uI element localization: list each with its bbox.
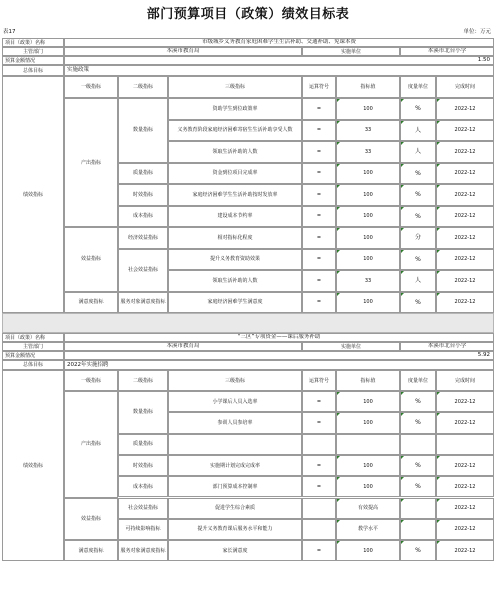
indicator-unit: % bbox=[400, 455, 436, 476]
indicator-lvl2: 经济效益指标 bbox=[118, 227, 168, 249]
col-header-lvl1: 一级指标 bbox=[64, 370, 118, 391]
indicator-target: 100 bbox=[336, 206, 400, 228]
indicator-lvl2: 服务对象满意度指标 bbox=[118, 540, 168, 561]
comment-marker-icon bbox=[401, 520, 404, 523]
indicator-deadline: 2022-12 bbox=[436, 249, 494, 271]
indicator-section-label: 绩效指标 bbox=[2, 370, 64, 561]
indicator-deadline: 2022-12 bbox=[436, 292, 494, 314]
indicator-lvl1: 满意度指标 bbox=[64, 540, 118, 561]
indicator-name: 实施期计划完成完成率 bbox=[168, 455, 302, 476]
indicator-operator: = bbox=[302, 455, 336, 476]
comment-marker-icon bbox=[337, 392, 340, 395]
indicator-deadline: 2022-12 bbox=[436, 476, 494, 497]
indicator-deadline: 2022-12 bbox=[436, 270, 494, 292]
funds-label: 预算金额情况 bbox=[2, 56, 64, 65]
comment-marker-icon bbox=[401, 456, 404, 459]
col-header-lvl2: 二级指标 bbox=[118, 370, 168, 391]
indicator-operator: = bbox=[302, 412, 336, 433]
comment-marker-icon bbox=[401, 413, 404, 416]
indicator-name: 建设成本节约率 bbox=[168, 206, 302, 228]
comment-marker-icon bbox=[437, 477, 440, 480]
indicator-target: 100 bbox=[336, 540, 400, 561]
comment-marker-icon bbox=[337, 541, 340, 544]
comment-marker-icon bbox=[437, 293, 440, 296]
comment-marker-icon bbox=[437, 207, 440, 210]
comment-marker-icon bbox=[337, 228, 340, 231]
indicator-name: 家庭经济困难学生满意度 bbox=[168, 292, 302, 314]
indicator-name: 领取生活补助的人数 bbox=[168, 141, 302, 163]
indicator-unit: 分 bbox=[400, 227, 436, 249]
indicator-lvl1: 满意度指标 bbox=[64, 292, 118, 314]
indicator-deadline: 2022-12 bbox=[436, 540, 494, 561]
project-name-label: 项目（政策）名称 bbox=[2, 333, 64, 342]
indicator-unit: % bbox=[400, 184, 436, 206]
comment-marker-icon bbox=[401, 541, 404, 544]
indicator-unit: % bbox=[400, 206, 436, 228]
indicator-operator: = bbox=[302, 163, 336, 185]
indicator-lvl2: 成本指标 bbox=[118, 206, 168, 228]
indicator-lvl2: 时效指标 bbox=[118, 184, 168, 206]
spacer-row bbox=[2, 313, 494, 333]
dept-value: 本溪市教育局 bbox=[64, 342, 302, 351]
indicator-target: 100 bbox=[336, 292, 400, 314]
indicator-operator: = bbox=[302, 391, 336, 412]
indicator-target: 33 bbox=[336, 141, 400, 163]
comment-marker-icon bbox=[437, 250, 440, 253]
col-header-measure: 度量单位 bbox=[400, 370, 436, 391]
indicator-unit: % bbox=[400, 391, 436, 412]
comment-marker-icon bbox=[401, 392, 404, 395]
indicator-target: 100 bbox=[336, 98, 400, 120]
overall-goal-value: 2022年实施招聘 bbox=[64, 360, 494, 370]
indicator-deadline: 2022-12 bbox=[436, 184, 494, 206]
indicator-deadline: 2022-12 bbox=[436, 391, 494, 412]
indicator-name bbox=[168, 434, 302, 455]
indicator-name: 家庭经济困难学生生活补助按时发放率 bbox=[168, 184, 302, 206]
indicator-operator: = bbox=[302, 206, 336, 228]
comment-marker-icon bbox=[437, 541, 440, 544]
comment-marker-icon bbox=[401, 499, 404, 502]
indicator-lvl2: 社会效益指标 bbox=[118, 498, 168, 519]
dept-label: 主管部门 bbox=[2, 47, 64, 56]
indicator-target: 100 bbox=[336, 476, 400, 497]
indicator-deadline: 2022-12 bbox=[436, 455, 494, 476]
unit-label: 单位：万元 bbox=[463, 29, 491, 35]
comment-marker-icon bbox=[401, 477, 404, 480]
funds-label: 预算金额情况 bbox=[2, 351, 64, 360]
indicator-operator bbox=[302, 498, 336, 519]
indicator-unit bbox=[400, 434, 436, 455]
dept-value: 本溪市教育局 bbox=[64, 47, 302, 56]
comment-marker-icon bbox=[401, 271, 404, 274]
table-code: 表17 bbox=[3, 29, 16, 35]
comment-marker-icon bbox=[437, 228, 440, 231]
indicator-name: 小学课后人员入选率 bbox=[168, 391, 302, 412]
indicator-target: 100 bbox=[336, 227, 400, 249]
indicator-deadline: 2022-12 bbox=[436, 412, 494, 433]
indicator-target: 100 bbox=[336, 412, 400, 433]
col-header-operator: 运算符号 bbox=[302, 76, 336, 98]
indicator-target: 100 bbox=[336, 391, 400, 412]
comment-marker-icon bbox=[437, 520, 440, 523]
comment-marker-icon bbox=[337, 520, 340, 523]
impl-unit-label: 实施单位 bbox=[302, 47, 400, 56]
comment-marker-icon bbox=[437, 164, 440, 167]
indicator-target: 100 bbox=[336, 249, 400, 271]
indicator-lvl2: 可持续影响指标 bbox=[118, 519, 168, 540]
col-header-operator: 运算符号 bbox=[302, 370, 336, 391]
indicator-target: 有效提高 bbox=[336, 498, 400, 519]
indicator-target: 100 bbox=[336, 455, 400, 476]
comment-marker-icon bbox=[437, 99, 440, 102]
indicator-operator bbox=[302, 519, 336, 540]
comment-marker-icon bbox=[401, 142, 404, 145]
indicator-unit: % bbox=[400, 163, 436, 185]
comment-marker-icon bbox=[437, 392, 440, 395]
indicator-name: 义务教育阶段家庭经济困难寄宿生生活补助享受人数 bbox=[168, 120, 302, 142]
indicator-lvl1: 产出指标 bbox=[64, 391, 118, 498]
indicator-lvl2: 数量指标 bbox=[118, 391, 168, 434]
indicator-lvl2: 服务对象满意度指标 bbox=[118, 292, 168, 314]
comment-marker-icon bbox=[337, 499, 340, 502]
comment-marker-icon bbox=[337, 250, 340, 253]
overall-goal-label: 总体目标 bbox=[2, 360, 64, 370]
comment-marker-icon bbox=[401, 250, 404, 253]
comment-marker-icon bbox=[337, 121, 340, 124]
indicator-deadline: 2022-12 bbox=[436, 163, 494, 185]
indicator-lvl2: 质量指标 bbox=[118, 163, 168, 185]
comment-marker-icon bbox=[337, 271, 340, 274]
comment-marker-icon bbox=[337, 142, 340, 145]
indicator-name: 部门预算成本控制率 bbox=[168, 476, 302, 497]
comment-marker-icon bbox=[337, 477, 340, 480]
comment-marker-icon bbox=[401, 185, 404, 188]
comment-marker-icon bbox=[337, 456, 340, 459]
indicator-name: 促进学生综合素质 bbox=[168, 498, 302, 519]
comment-marker-icon bbox=[437, 185, 440, 188]
col-header-lvl1: 一级指标 bbox=[64, 76, 118, 98]
overall-goal-value: 实施政策 bbox=[64, 65, 494, 76]
indicator-operator bbox=[302, 434, 336, 455]
indicator-operator: = bbox=[302, 540, 336, 561]
indicator-unit: % bbox=[400, 98, 436, 120]
indicator-lvl2: 成本指标 bbox=[118, 476, 168, 497]
col-header-deadline: 完成时间 bbox=[436, 76, 494, 98]
indicator-name: 资金到位项目完成率 bbox=[168, 163, 302, 185]
comment-marker-icon bbox=[337, 164, 340, 167]
indicator-deadline bbox=[436, 434, 494, 455]
comment-marker-icon bbox=[437, 456, 440, 459]
indicator-name: 资助学生到位政策率 bbox=[168, 98, 302, 120]
comment-marker-icon bbox=[337, 185, 340, 188]
indicator-operator: = bbox=[302, 98, 336, 120]
indicator-lvl2: 时效指标 bbox=[118, 455, 168, 476]
indicator-deadline: 2022-12 bbox=[436, 98, 494, 120]
indicator-target: 33 bbox=[336, 120, 400, 142]
indicator-unit: 人 bbox=[400, 120, 436, 142]
comment-marker-icon bbox=[401, 99, 404, 102]
indicator-name: 相对指标化程度 bbox=[168, 227, 302, 249]
page-title: 部门预算项目（政策）绩效目标表 bbox=[146, 7, 350, 22]
col-header-measure: 度量单位 bbox=[400, 76, 436, 98]
comment-marker-icon bbox=[437, 499, 440, 502]
indicator-unit: % bbox=[400, 292, 436, 314]
indicator-lvl2: 社会效益指标 bbox=[118, 249, 168, 292]
indicator-target: 33 bbox=[336, 270, 400, 292]
indicator-unit bbox=[400, 498, 436, 519]
comment-marker-icon bbox=[337, 207, 340, 210]
comment-marker-icon bbox=[437, 142, 440, 145]
col-header-target: 指标值 bbox=[336, 370, 400, 391]
indicator-lvl1: 产出指标 bbox=[64, 98, 118, 227]
indicator-deadline: 2022-12 bbox=[436, 519, 494, 540]
indicator-target bbox=[336, 434, 400, 455]
indicator-unit: % bbox=[400, 412, 436, 433]
overall-goal-label: 总体目标 bbox=[2, 65, 64, 76]
comment-marker-icon bbox=[337, 413, 340, 416]
project-name-label: 项目（政策）名称 bbox=[2, 38, 64, 47]
comment-marker-icon bbox=[401, 164, 404, 167]
comment-marker-icon bbox=[337, 293, 340, 296]
indicator-unit: % bbox=[400, 476, 436, 497]
impl-unit-value: 本溪市北台小学 bbox=[400, 342, 494, 351]
indicator-name: 参训人员参培率 bbox=[168, 412, 302, 433]
col-header-deadline: 完成时间 bbox=[436, 370, 494, 391]
indicator-operator: = bbox=[302, 184, 336, 206]
indicator-unit: % bbox=[400, 540, 436, 561]
comment-marker-icon bbox=[401, 121, 404, 124]
comment-marker-icon bbox=[401, 228, 404, 231]
indicator-operator: = bbox=[302, 270, 336, 292]
col-header-lvl3: 三级指标 bbox=[168, 76, 302, 98]
comment-marker-icon bbox=[401, 207, 404, 210]
indicator-lvl2: 数量指标 bbox=[118, 98, 168, 163]
indicator-operator: = bbox=[302, 227, 336, 249]
indicator-unit: % bbox=[400, 249, 436, 271]
dept-label: 主管部门 bbox=[2, 342, 64, 351]
indicator-deadline: 2022-12 bbox=[436, 120, 494, 142]
indicator-section-label: 绩效指标 bbox=[2, 76, 64, 313]
project-name-value: “三区”专项资金——课后服务补助 bbox=[64, 333, 494, 342]
project-name-value: 市级城乡义务教育家庭困难学生生活补助、交通补助、免课本费 bbox=[64, 38, 494, 47]
comment-marker-icon bbox=[437, 413, 440, 416]
indicator-operator: = bbox=[302, 292, 336, 314]
indicator-deadline: 2022-12 bbox=[436, 141, 494, 163]
indicator-target: 教学水平 bbox=[336, 519, 400, 540]
indicator-lvl2: 质量指标 bbox=[118, 434, 168, 455]
funds-value: 5.92 bbox=[64, 351, 494, 360]
impl-unit-label: 实施单位 bbox=[302, 342, 400, 351]
col-header-lvl2: 二级指标 bbox=[118, 76, 168, 98]
indicator-target: 100 bbox=[336, 163, 400, 185]
indicator-lvl1: 效益指标 bbox=[64, 498, 118, 541]
col-header-target: 指标值 bbox=[336, 76, 400, 98]
indicator-operator: = bbox=[302, 249, 336, 271]
comment-marker-icon bbox=[437, 121, 440, 124]
comment-marker-icon bbox=[437, 271, 440, 274]
indicator-deadline: 2022-12 bbox=[436, 498, 494, 519]
comment-marker-icon bbox=[337, 99, 340, 102]
indicator-name: 提升义务教育课后服务水平和能力 bbox=[168, 519, 302, 540]
indicator-deadline: 2022-12 bbox=[436, 206, 494, 228]
indicator-operator: = bbox=[302, 476, 336, 497]
comment-marker-icon bbox=[401, 293, 404, 296]
indicator-unit: 人 bbox=[400, 270, 436, 292]
indicator-unit bbox=[400, 519, 436, 540]
impl-unit-value: 本溪市北台小学 bbox=[400, 47, 494, 56]
indicator-lvl1: 效益指标 bbox=[64, 227, 118, 292]
indicator-name: 家长满意度 bbox=[168, 540, 302, 561]
col-header-lvl3: 三级指标 bbox=[168, 370, 302, 391]
indicator-deadline: 2022-12 bbox=[436, 227, 494, 249]
indicator-name: 领取生活补助的人数 bbox=[168, 270, 302, 292]
indicator-name: 提升义务教育资助效果 bbox=[168, 249, 302, 271]
indicator-target: 100 bbox=[336, 184, 400, 206]
funds-value: 1.50 bbox=[64, 56, 494, 65]
indicator-operator: = bbox=[302, 141, 336, 163]
indicator-unit: 人 bbox=[400, 141, 436, 163]
indicator-operator: = bbox=[302, 120, 336, 142]
